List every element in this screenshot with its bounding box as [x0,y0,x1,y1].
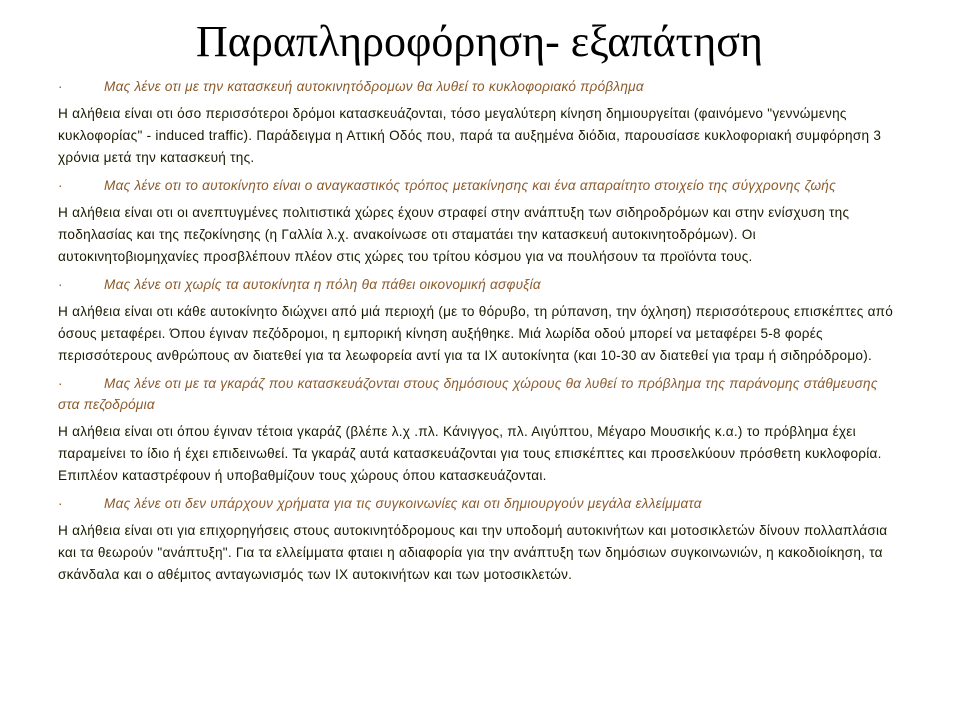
myth-statement [58,274,898,295]
truth-statement: Η αλήθεια είναι οτι όπου έγιναν τέτοια γκαράζ (βλέπε λ.χ .πλ. Κάνιγγος, πλ. Αιγύπτου, Μέγαρο Μουσικής κ.α.) το πρόβλημα έχει παραμείνει το ίδιο ή έχει επιδεινωθεί. Τα γκαράζ αυτά κατασκευάζονται για τους επισκέπτες και προσελκύουν πρόσθετη κυκλοφορία. Επιπλέον καταστρέφουν ή υποβαθμίζουν τους χώρους όπου κατασκευάζονται. [58,424,882,483]
bullet-icon: · [58,376,63,391]
myth-statement [58,76,898,97]
slide-title: Παραπληροφόρηση- εξαπάτηση [196,17,763,66]
truth-statement: Η αλήθεια είναι οτι όσο περισσότεροι δρόμοι κατασκευάζονται, τόσο μεγαλύτερη κίνηση δημιουργείται (φαινόμενο "γεννώμενης κυκλοφορίας" - induced traffic). Παράδειγμα η Αττική Οδός που, παρά τα αυξημένα διόδια, παρουσίασε κυκλοφοριακή συμφόρηση 3 χρόνια μετά την κατασκευή της. [58,106,882,165]
myth-text: Μας λένε οτι με τα γκαράζ που κατασκευάζονται στους δημόσιους χώρους θα λυθεί το πρόβλημα της παράνομης στάθμευσης στα πεζοδρόμια [58,376,878,412]
myth-statement [58,373,898,415]
slide-content [58,76,898,592]
myth-statement [58,175,898,196]
myth-text: Μας λένε οτι χωρίς τα αυτοκίνητα η πόλη θα πάθει οικονομική ασφυξία [104,277,541,292]
bullet-icon: · [58,277,63,292]
bullet-icon: · [58,79,63,94]
truth-statement: Η αλήθεια είναι οτι οι ανεπτυγμένες πολιτιστικά χώρες έχουν στραφεί στην ανάπτυξη των σιδηροδρόμων και στην ενίσχυση της ποδηλασίας και της πεζοκίνησης (η Γαλλία λ.χ. ανακοίνωσε οτι σταματάει την κατασκευή αυτοκινητοδρόμων). Οι αυτοκινητοβιομηχανίες προσβλέπουν πλέον στις χώρες του τρίτου κόσμου για να πουλήσουν τα προϊόντα τους. [58,205,850,264]
bullet-icon: · [58,178,63,193]
bullet-icon: · [58,496,63,511]
myth-text: Μας λένε οτι δεν υπάρχουν χρήματα για τις συγκοινωνίες και οτι δημιουργούν μεγάλα ελλείμματα [104,496,702,511]
myth-text: Μας λένε οτι με την κατασκευή αυτοκινητόδρομων θα λυθεί το κυκλοφοριακό πρόβλημα [104,79,644,94]
truth-statement: Η αλήθεια είναι οτι κάθε αυτοκίνητο διώχνει από μιά περιοχή (με το θόρυβο, τη ρύπανση, την όχληση) περισσότερους επισκέπτες από όσους μεταφέρει. Όπου έγιναν πεζόδρομοι, η εμπορική κίνηση αυξήθηκε. Μιά λωρίδα οδού μπορεί να μεταφέρει 5-8 φορές περισσότερους ανθρώπους αν διατεθεί για τα λεωφορεία αντί για τα ΙΧ αυτοκίνητα (και 10-30 αν διατεθεί για τραμ ή σιδηρόδρομο). [58,304,894,363]
myth-statement [58,493,898,514]
myth-text: Μας λένε οτι το αυτοκίνητο είναι ο αναγκαστικός τρόπος μετακίνησης και ένα απαραίτητο στοιχείο της σύγχρονης ζωής [104,178,836,193]
truth-statement: Η αλήθεια είναι οτι για επιχορηγήσεις στους αυτοκινητόδρομους και την υποδομή αυτοκινήτων και μοτοσικλετών δίνουν πολλαπλάσια και τα θεωρούν "ανάπτυξη". Για τα ελλείμματα φταιει η αδιαφορία για την ανάπτυξη των δημόσιων συγκοινωνιών, η κακοδιοίκηση, τα σκάνδαλα και ο αθέμιτος ανταγωνισμός των ΙΧ αυτοκινήτων και των μοτοσικλετών. [58,523,888,582]
